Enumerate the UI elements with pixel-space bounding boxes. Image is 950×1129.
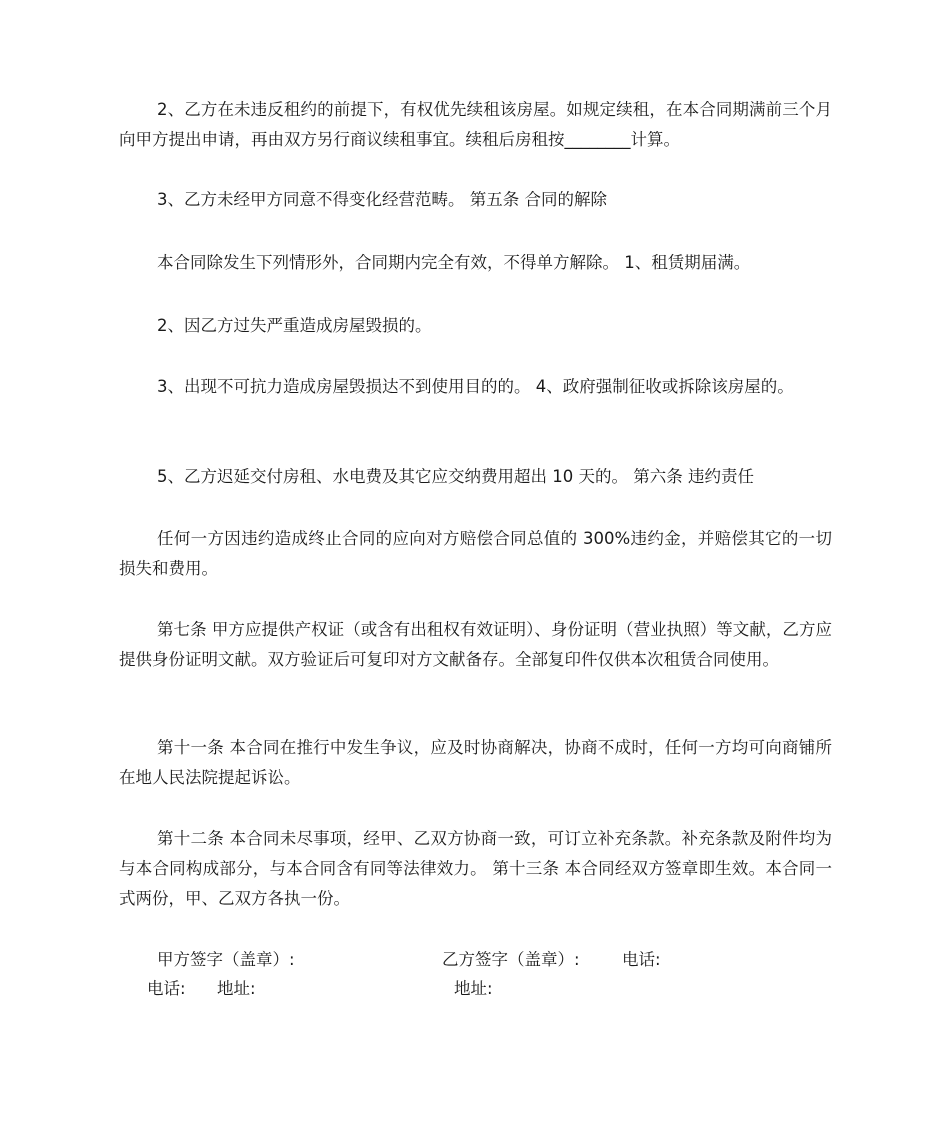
party-a-phone-label: 电话: bbox=[147, 979, 186, 998]
paragraph-article-twelve: 第十二条 本合同未尽事项，经甲、乙双方协商一致，可订立补充条款。补充条款及附件均为与本合同构成部分，与本合同含有同等法律效力。 第十三条 本合同经双方签章即生效。本合同一式两份，甲、乙双方各执一份。 bbox=[119, 829, 832, 908]
paragraph-renewal: 2、乙方在未违反租约的前提下，有权优先续租该房屋。如规定续租，在本合同期满前三个月向甲方提出申请，再由双方另行商议续租事宜。续租后房租按________计算。 bbox=[119, 100, 832, 149]
party-b-sign-label: 乙方签字（盖章）: bbox=[442, 950, 580, 969]
party-b-address-label: 地址: bbox=[454, 979, 493, 998]
paragraph-business-scope: 3、乙方未经甲方同意不得变化经营范畴。 第五条 合同的解除 bbox=[157, 190, 607, 209]
paragraph-late-payment: 5、乙方迟延交付房租、水电费及其它应交纳费用超出 10 天的。 第六条 违约责任 bbox=[157, 467, 754, 486]
paragraph-damage: 2、因乙方过失严重造成房屋毁损的。 bbox=[157, 316, 432, 335]
paragraph-force-majeure: 3、出现不可抗力造成房屋毁损达不到使用目的的。 4、政府强制征收或拆除该房屋的。 bbox=[157, 377, 794, 396]
paragraph-liability: 任何一方因违约造成终止合同的应向对方赔偿合同总值的 300%违约金，并赔偿其它的一切损失和费用。 bbox=[119, 529, 832, 578]
party-a-address-label: 地址: bbox=[217, 979, 256, 998]
party-a-sign-label: 甲方签字（盖章）: bbox=[157, 950, 295, 969]
paragraph-article-eleven: 第十一条 本合同在推行中发生争议，应及时协商解决，协商不成时，任何一方均可向商铺所在地人民法院提起诉讼。 bbox=[119, 738, 832, 787]
paragraph-termination: 本合同除发生下列情形外，合同期内完全有效，不得单方解除。 1、租赁期届满。 bbox=[157, 253, 751, 272]
paragraph-article-seven: 第七条 甲方应提供产权证（或含有出租权有效证明）、身份证明（营业执照）等文献，乙方应提供身份证明文献。双方验证后可复印对方文献备存。全部复印件仅供本次租赁合同使用。 bbox=[119, 620, 832, 669]
party-b-phone-label: 电话: bbox=[622, 950, 661, 969]
